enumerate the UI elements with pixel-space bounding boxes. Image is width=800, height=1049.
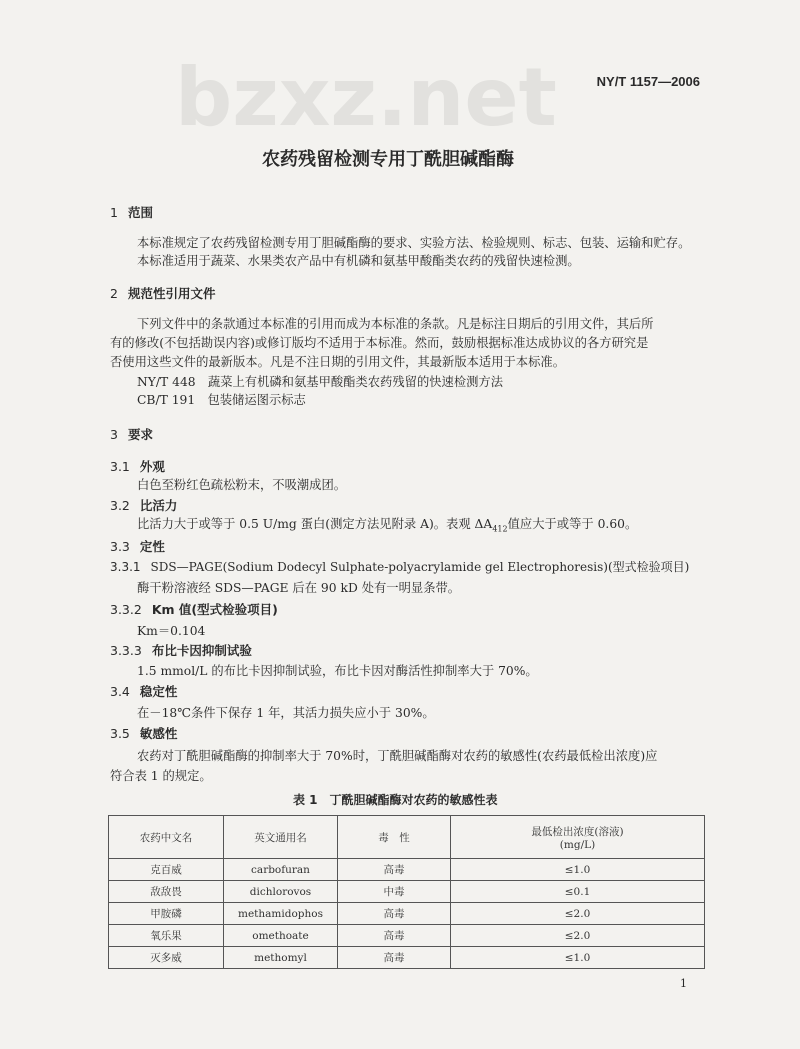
table-cell: 灭多威 xyxy=(109,947,224,969)
section-3-1-heading: 3.1 外观 xyxy=(110,459,165,474)
section-3-3-heading: 3.3 定性 xyxy=(110,539,165,554)
table-cell: 中毒 xyxy=(338,881,451,903)
table-row xyxy=(109,947,705,969)
paragraph-line: 符合表 1 的规定。 xyxy=(110,769,212,783)
reference-item: NY/T 448 蔬菜上有机磷和氨基甲酸酯类农药残留的快速检测方法 xyxy=(137,375,504,389)
page-title: 农药残留检测专用丁酰胆碱酯酶 xyxy=(262,149,514,170)
table-cell: 高毒 xyxy=(338,903,451,925)
table-cell: 克百威 xyxy=(109,859,224,881)
table-row xyxy=(109,881,705,903)
table-row xyxy=(109,859,705,881)
section-3-4-heading: 3.4 稳定性 xyxy=(110,684,178,699)
header-cell: 英文通用名 xyxy=(224,816,338,859)
section-3-3-3-heading: 3.3.3 布比卡因抑制试验 xyxy=(110,643,252,658)
paragraph-line: 农药对丁酰胆碱酯酶的抑制率大于 70%时，丁酰胆碱酯酶对农药的敏感性(农药最低检出浓度)应 xyxy=(137,749,658,763)
table-cell: methamidophos xyxy=(224,903,338,925)
section-3-3-1-heading: 3.3.1 SDS—PAGE(Sodium Dodecyl Sulphate-polyacrylamide gel Electrophoresis)(型式检验项目) xyxy=(110,560,690,574)
paragraph-line: 比活力大于或等于 0.5 U/mg 蛋白(测定方法见附录 A)。表观 $\Delta A_{412}$值应大于或等于 0.60。 xyxy=(137,517,638,534)
table-cell: 敌敌畏 xyxy=(109,881,224,903)
reference-item: CB/T 191 包装储运图示标志 xyxy=(137,393,306,407)
paragraph-line: 白色至粉红色疏松粉末，不吸潮成团。 xyxy=(137,478,347,492)
paragraph-line: 本标准适用于蔬菜、水果类农产品中有机磷和氨基甲酸酯类农药的残留快速检测。 xyxy=(137,254,580,268)
watermark: bzxz.net xyxy=(175,51,557,144)
table-cell: omethoate xyxy=(224,925,338,947)
standard-number: NY/T 1157—2006 xyxy=(596,74,700,89)
table-row xyxy=(109,925,705,947)
table-cell: 甲胺磷 xyxy=(109,903,224,925)
table-cell: ≤1.0 xyxy=(451,947,705,969)
table-cell: ≤2.0 xyxy=(451,925,705,947)
section-2-heading: 2 规范性引用文件 xyxy=(110,286,216,301)
paragraph-line: 有的修改(不包括勘误内容)或修订版均不适用于本标准。然而，鼓励根据标准达成协议的各方研究是 xyxy=(110,336,649,350)
header-cell: 最低检出浓度(溶液) (mg/L) xyxy=(451,816,705,859)
section-3-3-2-heading: 3.3.2 Km 值(型式检验项目) xyxy=(110,602,278,617)
table-caption: 表 1 丁酰胆碱酯酶对农药的敏感性表 xyxy=(293,793,498,807)
section-3-2-heading: 3.2 比活力 xyxy=(110,498,178,513)
paragraph-line: Km＝0.104 xyxy=(137,624,206,638)
paragraph-line: 在－18℃条件下保存 1 年，其活力损失应小于 30%。 xyxy=(137,706,435,720)
table-cell: ≤2.0 xyxy=(451,903,705,925)
table-cell: methomyl xyxy=(224,947,338,969)
header-cell: 农药中文名 xyxy=(109,816,224,859)
paragraph-line: 1.5 mmol/L 的布比卡因抑制试验，布比卡因对酶活性抑制率大于 70%。 xyxy=(137,664,538,678)
paragraph-line: 本标准规定了农药残留检测专用丁胆碱酯酶的要求、实验方法、检验规则、标志、包装、运输和贮存。 xyxy=(137,236,691,250)
paragraph-line: 下列文件中的条款通过本标准的引用而成为本标准的条款。凡是标注日期后的引用文件，其后所 xyxy=(137,317,654,331)
table-header-row xyxy=(109,816,705,859)
table-cell: 高毒 xyxy=(338,859,451,881)
table-cell: carbofuran xyxy=(224,859,338,881)
paragraph-line: 否使用这些文件的最新版本。凡是不注日期的引用文件，其最新版本适用于本标准。 xyxy=(110,355,565,369)
table-row xyxy=(109,903,705,925)
table-cell: 氧乐果 xyxy=(109,925,224,947)
section-3-heading: 3 要求 xyxy=(110,427,153,442)
table-cell: 高毒 xyxy=(338,925,451,947)
table-cell: 高毒 xyxy=(338,947,451,969)
page-number: 1 xyxy=(680,977,687,990)
table-cell: ≤0.1 xyxy=(451,881,705,903)
table-cell: dichlorovos xyxy=(224,881,338,903)
sensitivity-table xyxy=(108,815,705,969)
paragraph-line: 酶干粉溶液经 SDS—PAGE 后在 90 kD 处有一明显条带。 xyxy=(137,581,461,595)
header-cell: 毒 性 xyxy=(338,816,451,859)
table-cell: ≤1.0 xyxy=(451,859,705,881)
section-1-heading: 1 范围 xyxy=(110,205,153,220)
section-3-5-heading: 3.5 敏感性 xyxy=(110,726,178,741)
